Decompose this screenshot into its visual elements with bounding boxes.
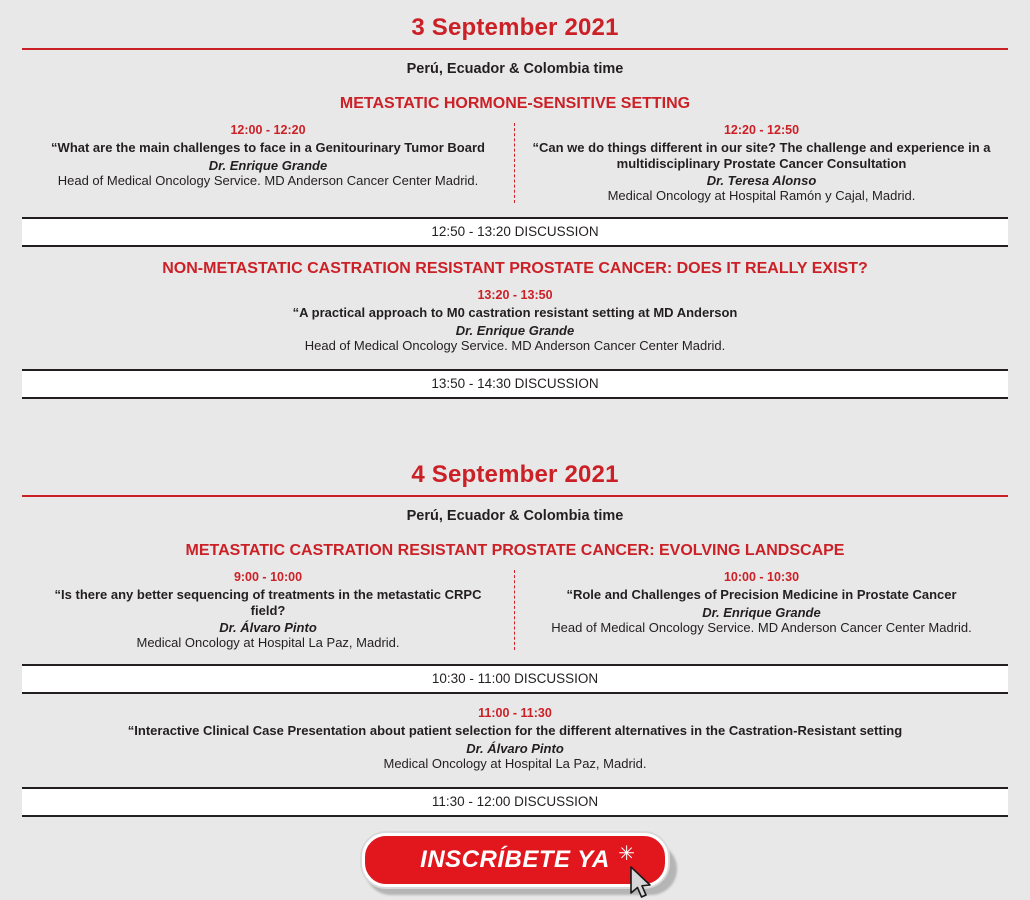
- session-section: [22, 698, 1008, 817]
- slot-title: “Can we do things different in our site? The challenge and experience in a multidisciplinary Prostate Cancer Consultation: [532, 140, 991, 171]
- section-heading: NON-METASTATIC CASTRATION RESISTANT PROSTATE CANCER: DOES IT REALLY EXIST?: [162, 260, 868, 278]
- slot-affiliation: Head of Medical Oncology Service. MD Anderson Cancer Center Madrid.: [551, 619, 972, 635]
- discussion-bar: 13:50 - 14:30 DISCUSSION: [22, 369, 1008, 399]
- slot-time: 9:00 - 10:00: [233, 570, 303, 585]
- discussion-bar: 11:30 - 12:00 DISCUSSION: [22, 787, 1008, 817]
- slot-title: “Role and Challenges of Precision Medicine in Prostate Cancer: [566, 587, 957, 603]
- day-title: 4 September 2021: [411, 461, 619, 489]
- slot-time: 10:00 - 10:30: [723, 570, 800, 585]
- day-block-1: [22, 0, 1008, 399]
- session-section: [22, 86, 1008, 247]
- slot-speaker: Dr. Enrique Grande: [455, 322, 575, 338]
- session-slot: [22, 706, 1008, 781]
- session-section: [22, 251, 1008, 399]
- section-heading: METASTATIC CASTRATION RESISTANT PROSTATE CANCER: EVOLVING LANDSCAPE: [185, 542, 845, 560]
- register-button-label: INSCRÍBETE YA: [420, 845, 610, 873]
- slot-time: 12:20 - 12:50: [723, 123, 800, 138]
- slot-affiliation: Medical Oncology at Hospital Ramón y Cajal, Madrid.: [607, 187, 916, 203]
- slot-time: 13:20 - 13:50: [477, 288, 553, 303]
- day-block-2: [22, 447, 1008, 817]
- session-slot: [22, 288, 1008, 363]
- register-button[interactable]: [362, 833, 668, 887]
- cta-area: [22, 821, 1008, 899]
- section-heading: METASTATIC HORMONE-SENSITIVE SETTING: [339, 95, 691, 112]
- slot-title: “Interactive Clinical Case Presentation about patient selection for the different alternatives in the Castration-Resistant setting: [127, 723, 903, 739]
- slot-time: 12:00 - 12:20: [230, 123, 306, 138]
- slot-time: 11:00 - 11:30: [478, 706, 552, 721]
- timezone-label: Perú, Ecuador & Colombia time: [406, 61, 624, 77]
- session-slot: [515, 570, 1008, 650]
- session-slot: [515, 123, 1008, 203]
- discussion-bar: 12:50 - 13:20 DISCUSSION: [22, 217, 1008, 247]
- slot-affiliation: Head of Medical Oncology Service. MD Anderson Cancer Center Madrid.: [57, 172, 479, 188]
- slot-speaker: Dr. Enrique Grande: [208, 157, 328, 173]
- slot-affiliation: Medical Oncology at Hospital La Paz, Madrid.: [383, 755, 647, 771]
- session-slot: [22, 123, 515, 203]
- sparkle-icon: ✳: [618, 842, 635, 865]
- slot-speaker: Dr. Enrique Grande: [702, 604, 821, 620]
- session-columns: [22, 570, 1008, 658]
- slot-title: “Is there any better sequencing of treatments in the metastatic CRPC field?: [54, 587, 482, 618]
- slot-speaker: Dr. Álvaro Pinto: [466, 740, 564, 756]
- session-columns: [22, 123, 1008, 211]
- timezone-label: Perú, Ecuador & Colombia time: [406, 508, 624, 525]
- mouse-cursor-icon: [629, 866, 655, 900]
- discussion-bar: 10:30 - 11:00 DISCUSSION: [22, 664, 1008, 694]
- day-title: 3 September 2021: [411, 14, 619, 41]
- slot-title: “A practical approach to M0 castration resistant setting at MD Anderson: [292, 305, 738, 321]
- slot-speaker: Dr. Álvaro Pinto: [219, 619, 317, 635]
- slot-affiliation: Medical Oncology at Hospital La Paz, Madrid.: [136, 634, 400, 650]
- day-spacer: [22, 403, 1008, 447]
- slot-affiliation: Head of Medical Oncology Service. MD Anderson Cancer Center Madrid.: [304, 337, 726, 353]
- section-spacer: [22, 698, 1008, 706]
- slot-title: “What are the main challenges to face in a Genitourinary Tumor Board: [51, 140, 485, 156]
- session-section: [22, 533, 1008, 694]
- slot-speaker: Dr. Teresa Alonso: [706, 172, 817, 188]
- session-slot: [22, 570, 515, 650]
